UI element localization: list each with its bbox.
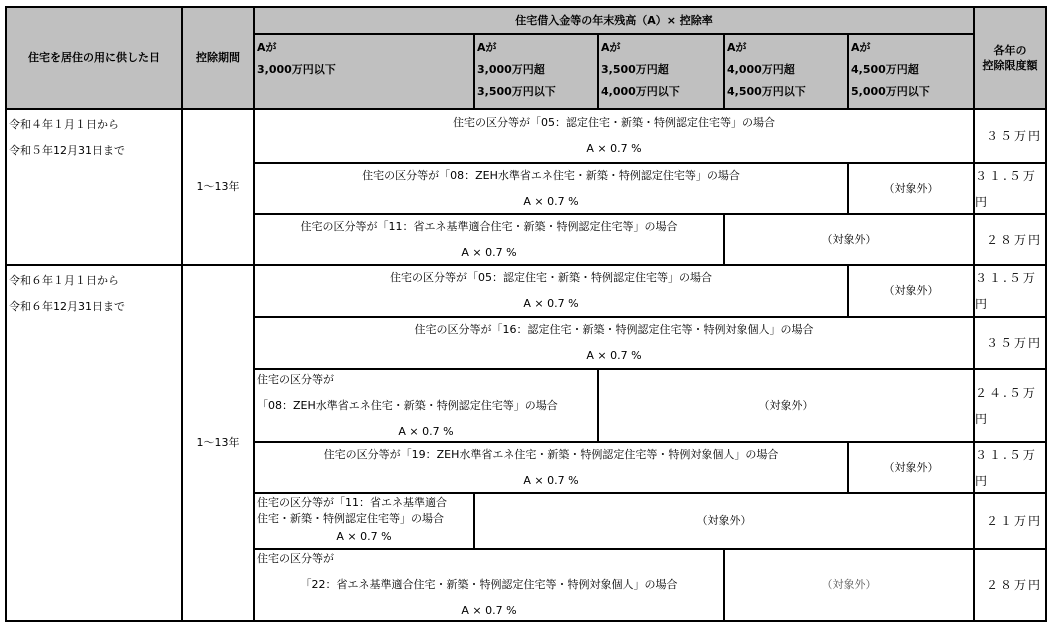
header-limit-column [973,6,1047,110]
header-range-3 [597,33,725,110]
group2-date-from: 令和６年１月１日から [9,274,119,287]
condition-text-line1: 住宅の区分等が「11：省エネ基準適合 [257,496,447,509]
range-lower: 4,000万円超 [727,63,795,76]
g2-row6-excluded [723,548,975,622]
group2-date-to: 令和６年12月31日まで [9,300,125,313]
g2-row4-condition-cell [253,441,849,494]
excluded-text: （対象外） [696,514,752,527]
header-limit-label-line2: 控除限度額 [982,59,1038,72]
header-range-5 [847,33,975,110]
g1-row3-excluded [723,213,975,266]
g1-row2-limit [973,162,1047,215]
rate-formula: A × 0.7 % [523,297,579,310]
header-date-label: 住宅を居住の用に供した日 [28,51,160,64]
rate-formula: A × 0.7 % [523,194,579,208]
rate-formula: A × 0.7 % [461,604,517,617]
g2-row3-limit [973,368,1047,443]
g2-row2-condition-cell [253,316,975,370]
range-lower: 3,500万円超 [601,63,669,76]
group2-date-cell [5,264,183,622]
group1-period-cell [181,108,255,266]
range-label: Aが [727,41,747,54]
limit-value: ２４.５万円 [975,385,1037,426]
limit-value: ３１.５万円 [975,271,1037,311]
condition-text-line1: 住宅の区分等が [257,552,334,565]
header-period-column [181,6,255,110]
limit-value: ３１.５万円 [975,168,1037,209]
condition-text: 住宅の区分等が「08：ZEH水準省エネ住宅・新築・特例認定住宅等」の場合 [362,168,740,182]
g2-row2-limit [973,316,1047,370]
header-balance-group-label: 住宅借入金等の年末残高（A）× 控除率 [515,13,713,27]
g1-row1-limit [973,108,1047,164]
g2-row1-excluded [847,264,975,318]
group1-date-cell [5,108,183,266]
condition-text: 住宅の区分等が「05：認定住宅・新築・特例認定住宅等」の場合 [390,271,712,284]
range-label: Aが [601,41,621,54]
g2-row3-condition-cell [253,368,599,443]
group1-period: 1〜13年 [196,180,240,193]
g2-row5-excluded [473,492,975,550]
range-label: Aが [477,41,497,54]
range-lower: 4,500万円超 [851,63,919,76]
excluded-text: （対象外） [758,398,814,412]
excluded-text: （対象外） [821,232,877,246]
range-upper: 4,500万円以下 [727,85,806,98]
range-label: Aが [851,41,871,54]
rate-formula: A × 0.7 % [586,142,642,155]
g1-row1-condition-cell [253,108,975,164]
limit-value: ２８万円 [985,232,1042,247]
range-upper: 3,500万円以下 [477,85,556,98]
range-lower: 3,000万円以下 [257,63,336,76]
excluded-text: （対象外） [883,460,939,474]
condition-text-line2: 住宅・新築・特例認定住宅等」の場合 [257,512,444,525]
header-range-4 [723,33,849,110]
header-range-2 [473,33,599,110]
limit-value: ３５万円 [985,129,1042,143]
group2-period: 1〜13年 [196,436,240,449]
header-range-1 [253,33,475,110]
condition-text-line2: 「08：ZEH水準省エネ住宅・新築・特例認定住宅等」の場合 [257,398,558,412]
condition-text: 住宅の区分等が「19：ZEH水準省エネ住宅・新築・特例認定住宅等・特例対象個人」の場合 [323,447,779,461]
header-date-column [5,6,183,110]
header-period-label: 控除期間 [196,51,240,64]
g2-row6-limit [973,548,1047,622]
group2-period-cell [181,264,255,622]
limit-value: ２８万円 [985,578,1042,592]
g2-row3-excluded [597,368,975,443]
rate-formula: A × 0.7 % [523,473,579,487]
rate-formula: A × 0.7 % [461,245,517,259]
condition-text-line1: 住宅の区分等が [257,372,334,386]
range-lower: 3,000万円超 [477,63,545,76]
excluded-text: （対象外） [821,578,877,591]
rate-formula: A × 0.7 % [586,349,642,362]
g2-row1-condition-cell [253,264,849,318]
g2-row6-condition-cell [253,548,725,622]
header-limit-label-line1: 各年の [993,44,1027,57]
g2-row5-limit [973,492,1047,550]
header-balance-group [253,6,975,35]
excluded-text: （対象外） [883,181,939,195]
g1-row3-condition-cell [253,213,725,266]
condition-text-line2: 「22：省エネ基準適合住宅・新築・特例認定住宅等・特例対象個人」の場合 [300,578,678,591]
rate-formula: A × 0.7 % [336,530,392,543]
range-upper: 4,000万円以下 [601,85,680,98]
excluded-text: （対象外） [883,284,939,297]
limit-value: ２１万円 [985,514,1042,528]
condition-text: 住宅の区分等が「16：認定住宅・新築・特例認定住宅等・特例対象個人」の場合 [414,323,814,336]
limit-value: ３１.５万円 [975,447,1037,488]
range-label: Aが [257,41,277,54]
condition-text: 住宅の区分等が「11：省エネ基準適合住宅・新築・特例認定住宅等」の場合 [300,219,678,233]
g2-row1-limit [973,264,1047,318]
group1-date-to: 令和５年12月31日まで [9,144,125,157]
g1-row3-limit [973,213,1047,266]
rate-formula: A × 0.7 % [398,424,454,438]
g1-row2-excluded [847,162,975,215]
group1-date-from: 令和４年１月１日から [9,118,119,131]
condition-text: 住宅の区分等が「05：認定住宅・新築・特例認定住宅等」の場合 [453,116,775,129]
g2-row4-limit [973,441,1047,494]
g1-row2-condition-cell [253,162,849,215]
limit-value: ３５万円 [985,336,1042,350]
g2-row4-excluded [847,441,975,494]
range-upper: 5,000万円以下 [851,85,930,98]
g2-row5-condition-cell [253,492,475,550]
